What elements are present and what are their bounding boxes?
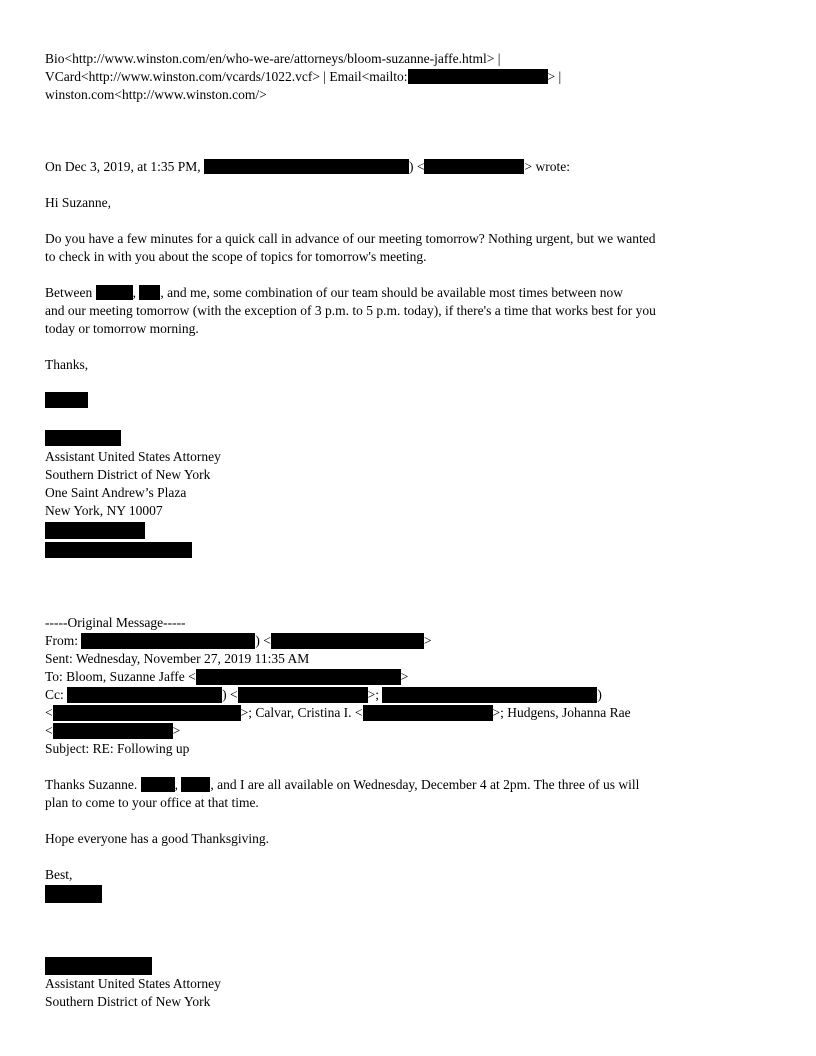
- redaction-colleague-name-1: [96, 285, 133, 300]
- paragraph2-line3-text: today or tomorrow morning.: [45, 321, 199, 336]
- redaction-cc-email-4: [53, 723, 173, 739]
- winston-bio-link-line: [45, 50, 776, 68]
- cc-line3-close: >: [172, 723, 181, 738]
- winston-vcard-email-text: VCard<http://www.winston.com/vcards/1022.vcf> | Email<mailto:: [45, 69, 408, 84]
- message2-paragraph2-text: Hope everyone has a good Thanksgiving.: [45, 831, 269, 846]
- redaction-signature1-name-short: [45, 392, 88, 408]
- paragraph1-line2-text: to check in with you about the scope of topics for tomorrow's meeting.: [45, 249, 427, 264]
- signature2-title-text: Assistant United States Attorney: [45, 976, 221, 991]
- redaction-from-email: [271, 633, 424, 649]
- sent-text: Sent: Wednesday, November 27, 2019 11:35 AM: [45, 651, 310, 666]
- signature1-name-short-line: [45, 392, 776, 410]
- redaction-colleague-name-3: [141, 777, 175, 792]
- message2-closing: [45, 866, 776, 903]
- redaction-cc-email-3: [363, 705, 493, 721]
- winston-site-link-line: [45, 86, 776, 104]
- signature1-address2-line: [45, 502, 776, 520]
- cc-line-3: [45, 722, 776, 740]
- signature1-address2-text: New York, NY 10007: [45, 503, 163, 518]
- winston-signature-links: [45, 50, 776, 104]
- message1-paragraph1: [45, 230, 776, 266]
- redaction-to-email: [196, 669, 401, 685]
- paragraph2-line2: [45, 302, 776, 320]
- message2-paragraph1-line2: [45, 794, 776, 812]
- redaction-signature1-phone-1: [45, 522, 145, 539]
- reply-attribution-mid: ) <: [409, 159, 425, 174]
- signature2-name-full-line: [45, 957, 776, 975]
- cc-line-2: [45, 704, 776, 722]
- signature2-office-text: Southern District of New York: [45, 994, 211, 1009]
- redaction-cc-name-1: [67, 687, 222, 703]
- redaction-cc-email-1: [238, 687, 368, 703]
- winston-email-close-text: > |: [547, 69, 562, 84]
- message2-paragraph1-line1: [45, 776, 776, 794]
- signature1-office-text: Southern District of New York: [45, 467, 211, 482]
- message1-signature: [45, 392, 776, 560]
- to-label: To: Bloom, Suzanne Jaffe <: [45, 669, 196, 684]
- cc-line3-open: <: [45, 723, 53, 738]
- cc-line2-middle: >; Calvar, Cristina I. <: [240, 705, 363, 720]
- redaction-from-name: [81, 633, 255, 649]
- message1-closing: [45, 356, 776, 374]
- closing2-line: [45, 866, 776, 884]
- cc-line2-open: <: [45, 705, 53, 720]
- paragraph2-rest: , and me, some combination of our team should be available most times between now: [160, 285, 623, 300]
- original-message-headers: [45, 614, 776, 758]
- paragraph2-line1: [45, 284, 776, 302]
- to-close: >: [400, 669, 409, 684]
- redaction-cc-name-2: [382, 687, 597, 703]
- greeting-line: [45, 194, 776, 212]
- paragraph1-line1-text: Do you have a few minutes for a quick call in advance of our meeting tomorrow? Nothing urgent, but we wanted: [45, 231, 656, 246]
- redaction-signature1-name-full: [45, 430, 121, 446]
- redaction-email-address: [408, 69, 548, 84]
- original-message-divider: [45, 614, 776, 632]
- signature1-address1-text: One Saint Andrew’s Plaza: [45, 485, 187, 500]
- closing1-line: [45, 356, 776, 374]
- message2-paragraph1-pre: Thanks Suzanne.: [45, 777, 141, 792]
- paragraph2-line2-text: and our meeting tomorrow (with the exception of 3 p.m. to 5 p.m. today), if there's a time that works best for you: [45, 303, 656, 318]
- paragraph2-line3: [45, 320, 776, 338]
- paragraph2-pre: Between: [45, 285, 96, 300]
- from-label: From:: [45, 633, 82, 648]
- paragraph1-line1: [45, 230, 776, 248]
- signature2-office-line: [45, 993, 776, 1011]
- signature1-office-line: [45, 466, 776, 484]
- message1-paragraph2: [45, 284, 776, 338]
- from-line: [45, 632, 776, 650]
- signature1-title-line: [45, 448, 776, 466]
- cc-label: Cc:: [45, 687, 68, 702]
- redaction-colleague-name-2: [139, 285, 160, 300]
- reply-attribution-post: > wrote:: [524, 159, 570, 174]
- paragraph2-sep: ,: [132, 285, 140, 300]
- closing2-text: Best,: [45, 867, 73, 882]
- redaction-reply-sender-email: [424, 159, 524, 174]
- message2-paragraph1-line2-text: plan to come to your office at that time.: [45, 795, 259, 810]
- message2-paragraph2-line: [45, 830, 776, 848]
- message2-paragraph1-sep: ,: [174, 777, 182, 792]
- message1-greeting: [45, 194, 776, 212]
- subject-line: [45, 740, 776, 758]
- signature1-phone2-line: [45, 542, 776, 560]
- reply-attribution: [45, 158, 776, 176]
- signature1-title-text: Assistant United States Attorney: [45, 449, 221, 464]
- redaction-signature1-phone-2: [45, 542, 192, 558]
- divider-text: -----Original Message-----: [45, 615, 186, 630]
- blank-line: [45, 410, 776, 428]
- message2-paragraph1-rest: , and I are all available on Wednesday, December 4 at 2pm. The three of us will: [210, 777, 640, 792]
- cc-line1-end: ): [597, 687, 602, 702]
- cc-mid1: ) <: [222, 687, 238, 702]
- redaction-reply-sender-name: [204, 159, 409, 174]
- from-close: >: [423, 633, 432, 648]
- cc-mid2: >;: [367, 687, 383, 702]
- message2-paragraph1: [45, 776, 776, 812]
- signature1-name-full-line: [45, 430, 776, 448]
- signature1-phone1-line: [45, 522, 776, 540]
- redaction-colleague-name-4: [181, 777, 210, 792]
- signature2-name-short-line: [45, 885, 776, 903]
- reply-attribution-line: [45, 158, 776, 176]
- greeting-text: Hi Suzanne,: [45, 195, 111, 210]
- message2-signature: [45, 957, 776, 1011]
- cc-line-1: [45, 686, 776, 704]
- paragraph1-line2: [45, 248, 776, 266]
- redaction-signature2-name-full: [45, 957, 152, 975]
- subject-text: Subject: RE: Following up: [45, 741, 190, 756]
- reply-attribution-pre: On Dec 3, 2019, at 1:35 PM,: [45, 159, 204, 174]
- winston-site-link-text: winston.com<http://www.winston.com/>: [45, 87, 267, 102]
- message2-paragraph2: [45, 830, 776, 848]
- signature1-address1-line: [45, 484, 776, 502]
- from-mid: ) <: [255, 633, 271, 648]
- signature2-title-line: [45, 975, 776, 993]
- winston-vcard-email-line: [45, 68, 776, 86]
- sent-line: [45, 650, 776, 668]
- redaction-cc-email-2: [53, 705, 241, 721]
- cc-line2-end: >; Hudgens, Johanna Rae: [492, 705, 631, 720]
- winston-bio-link-text: Bio<http://www.winston.com/en/who-we-are/attorneys/bloom-suzanne-jaffe.html> |: [45, 51, 501, 66]
- to-line: [45, 668, 776, 686]
- closing1-text: Thanks,: [45, 357, 89, 372]
- redaction-signature2-name-short: [45, 885, 102, 903]
